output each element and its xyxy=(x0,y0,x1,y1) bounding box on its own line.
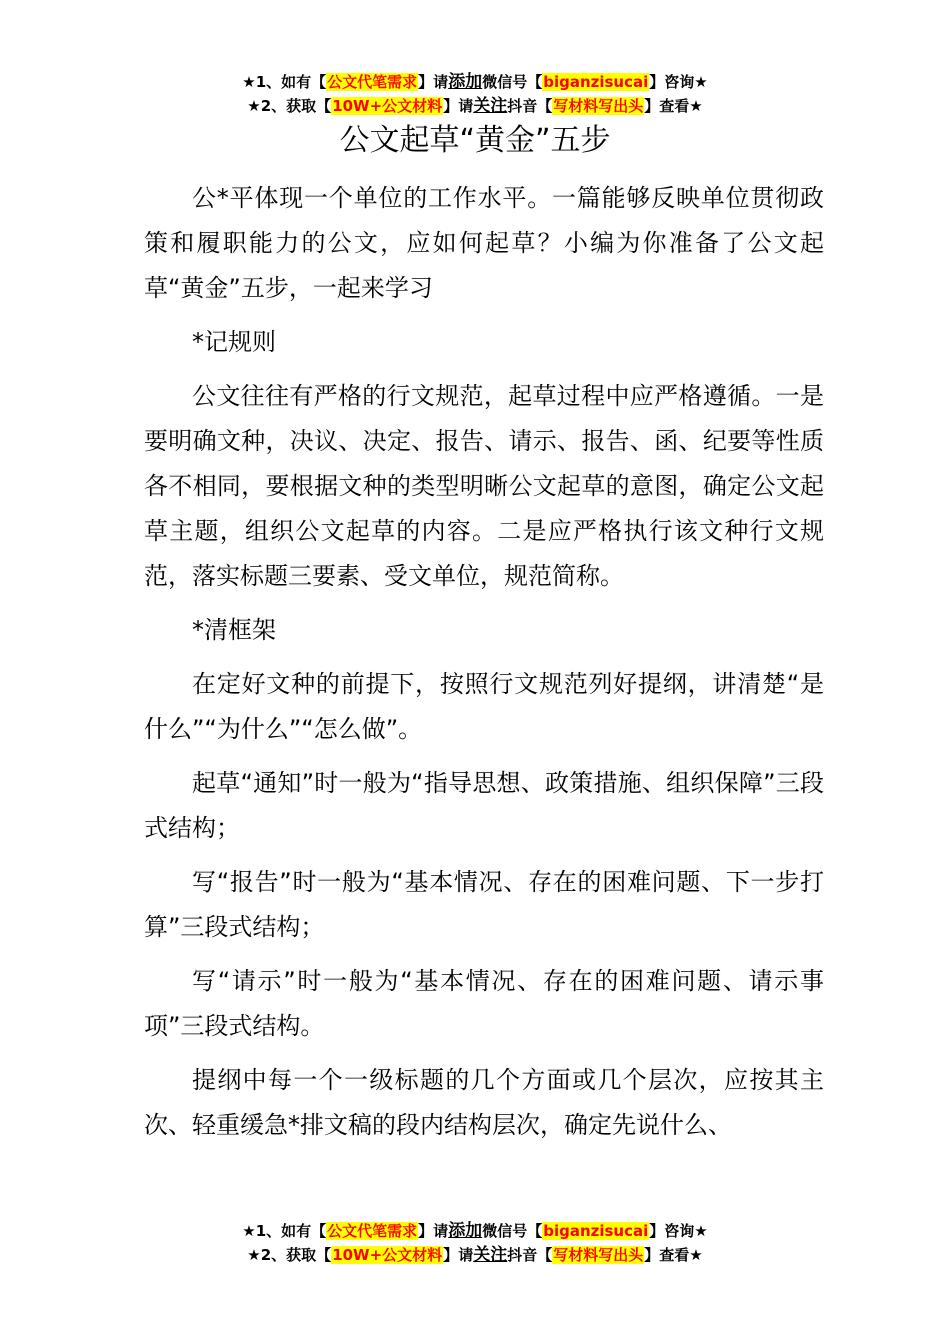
highlight-wechat-id: biganzisucai xyxy=(543,73,649,91)
text-segment: ★1、如有【 xyxy=(242,1222,327,1240)
paragraph: 写“请示”时一般为“基本情况、存在的困难问题、请示事项”三段式结构。 xyxy=(144,967,824,1040)
underlined-follow: 关注 xyxy=(473,96,508,116)
text-segment: 】咨询★ xyxy=(649,1222,708,1240)
document-body xyxy=(144,176,824,1157)
paragraph: 起草“通知”时一般为“指导思想、政策措施、组织保障”三段式结构； xyxy=(144,769,824,842)
document-title: 公文起草“黄金”五步 xyxy=(339,123,611,158)
paragraph: 在定好文种的前提下，按照行文规范列好提纲，讲清楚“是什么”“为什么”“怎么做”。 xyxy=(144,670,824,743)
paragraph-intro: 公*平体现一个单位的工作水平。一篇能够反映单位贯彻政策和履职能力的公文，应如何起草？小编为你准备了公文起草“黄金”五步，一起来学习 xyxy=(144,184,824,302)
text-segment: 】请 xyxy=(418,73,449,91)
underlined-follow: 关注 xyxy=(473,1245,508,1265)
text-segment: 微信号【 xyxy=(482,73,543,91)
highlight-douyin-account: 写材料写出头 xyxy=(553,97,644,115)
header-line-1 xyxy=(0,70,950,94)
highlight-service: 公文代笔需求 xyxy=(327,73,418,91)
text-segment: 抖音【 xyxy=(507,97,553,115)
header-line-2 xyxy=(0,94,950,118)
highlight-douyin-account: 写材料写出头 xyxy=(553,1246,644,1264)
text-segment: ★1、如有【 xyxy=(242,73,327,91)
highlight-wechat-id: biganzisucai xyxy=(543,1222,649,1240)
paragraph: 公文往往有严格的行文规范，起草过程中应严格遵循。一是要明确文种，决议、决定、报告、请示、报告、函、纪要等性质各不相同，要根据文种的类型明晰公文起草的意图，确定公文起草主题，组织公文起草的内容。二是应严格执行该文种行文规范，落实标题三要素、受文单位，规范简称。 xyxy=(144,382,824,590)
paragraph: 写“报告”时一般为“基本情况、存在的困难问题、下一步打算”三段式结构； xyxy=(144,868,824,941)
underlined-add: 添加 xyxy=(448,72,483,92)
footer-banner xyxy=(0,1219,950,1267)
header-banner xyxy=(0,70,950,118)
underlined-add: 添加 xyxy=(448,1221,483,1241)
footer-line-1 xyxy=(0,1219,950,1243)
text-segment: 】查看★ xyxy=(644,1246,703,1264)
text-segment: 微信号【 xyxy=(482,1222,543,1240)
text-segment: ★2、获取【 xyxy=(247,97,332,115)
section-heading: *记规则 xyxy=(192,328,276,356)
section-heading: *清框架 xyxy=(192,616,276,644)
text-segment: 抖音【 xyxy=(507,1246,553,1264)
highlight-materials: 10W+公文材料 xyxy=(332,1246,443,1264)
text-segment: 】请 xyxy=(443,1246,474,1264)
text-segment: 】请 xyxy=(418,1222,449,1240)
paragraph: 提纲中每一个一级标题的几个方面或几个层次，应按其主次、轻重缓急*排文稿的段内结构层次，确定先说什么、 xyxy=(144,1066,824,1139)
highlight-service: 公文代笔需求 xyxy=(327,1222,418,1240)
text-segment: ★2、获取【 xyxy=(247,1246,332,1264)
highlight-materials: 10W+公文材料 xyxy=(332,97,443,115)
footer-line-2 xyxy=(0,1243,950,1267)
text-segment: 】查看★ xyxy=(644,97,703,115)
text-segment: 】请 xyxy=(443,97,474,115)
text-segment: 】咨询★ xyxy=(649,73,708,91)
